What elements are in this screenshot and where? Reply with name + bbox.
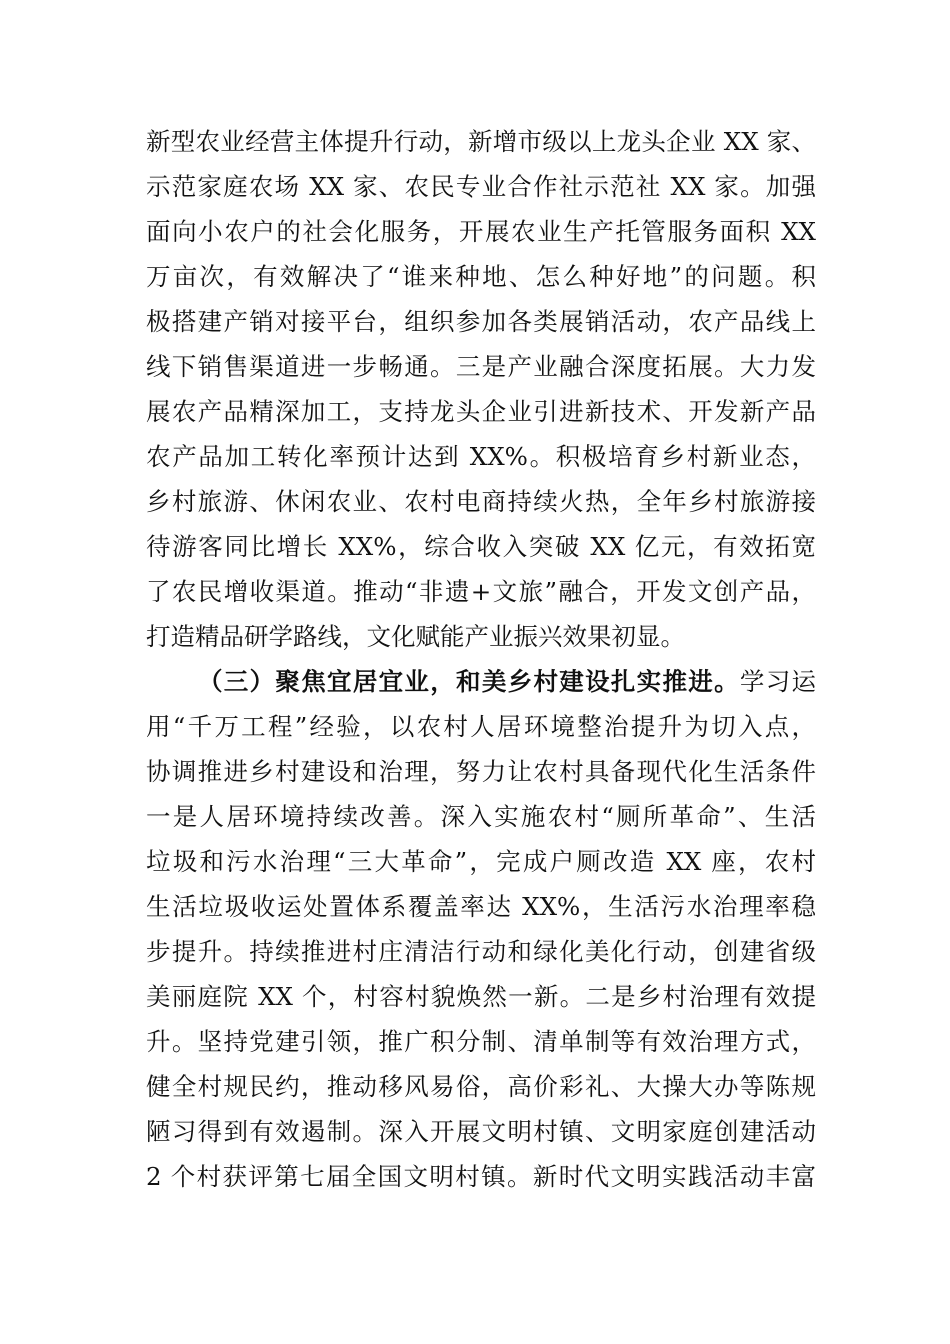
body-text-line: 生活垃圾收运处置体系覆盖率达 XX%，生活污水治理率稳 — [146, 892, 816, 921]
body-text-line: 美丽庭院 XX 个，村容村貌焕然一新。二是乡村治理有效提 — [146, 982, 816, 1011]
body-text-line: 线下销售渠道进一步畅通。三是产业融合深度拓展。大力发 — [146, 352, 816, 381]
body-text-line: 协调推进乡村建设和治理，努力让农村具备现代化生活条件 — [146, 757, 816, 786]
body-text-line: 面向小农户的社会化服务，开展农业生产托管服务面积 XX — [146, 217, 816, 246]
body-text-line: 健全村规民约，推动移风易俗，高价彩礼、大操大办等陈规 — [146, 1072, 816, 1101]
body-text-line: 新型农业经营主体提升行动，新增市级以上龙头企业 XX 家、 — [146, 127, 816, 156]
body-text-line: 垃圾和污水治理“三大革命”，完成户厕改造 XX 座，农村 — [146, 847, 816, 876]
body-text-line: 农产品加工转化率预计达到 XX%。积极培育乡村新业态， — [146, 442, 816, 471]
body-text-line: 打造精品研学路线，文化赋能产业振兴效果初显。 — [146, 622, 685, 651]
body-text-line: 乡村旅游、休闲农业、农村电商持续火热，全年乡村旅游接 — [146, 487, 816, 516]
body-text-line: 升。坚持党建引领，推广积分制、清单制等有效治理方式， — [146, 1027, 816, 1056]
body-text-line: 用“千万工程”经验，以农村人居环境整治提升为切入点， — [146, 712, 816, 741]
body-text-line: 一是人居环境持续改善。深入实施农村“厕所革命”、生活 — [146, 802, 816, 831]
body-text-line: 展农产品精深加工，支持龙头企业引进新技术、开发新产品 — [146, 397, 816, 426]
body-text-line: 陋习得到有效遏制。深入开展文明村镇、文明家庭创建活动 — [146, 1117, 816, 1146]
body-text-line: 待游客同比增长 XX%，综合收入突破 XX 亿元，有效拓宽 — [146, 532, 816, 561]
body-text-line: 2 个村获评第七届全国文明村镇。新时代文明实践活动丰富 — [146, 1162, 816, 1191]
section-heading-line — [198, 667, 816, 697]
body-text-line: 步提升。持续推进村庄清洁行动和绿化美化行动，创建省级 — [146, 937, 816, 966]
body-text-line: 万亩次，有效解决了“谁来种地、怎么种好地”的问题。积 — [146, 262, 816, 291]
body-text-line: 极搭建产销对接平台，组织参加各类展销活动，农产品线上 — [146, 307, 816, 336]
section-heading: （三）聚焦宜居宜业，和美乡村建设扎实推进。 — [198, 667, 740, 696]
section-heading-rest: 学习运 — [739, 667, 816, 696]
body-text-line: 了农民增收渠道。推动“非遗+文旅”融合，开发文创产品， — [146, 577, 816, 606]
body-text-line: 示范家庭农场 XX 家、农民专业合作社示范社 XX 家。加强 — [146, 172, 816, 201]
